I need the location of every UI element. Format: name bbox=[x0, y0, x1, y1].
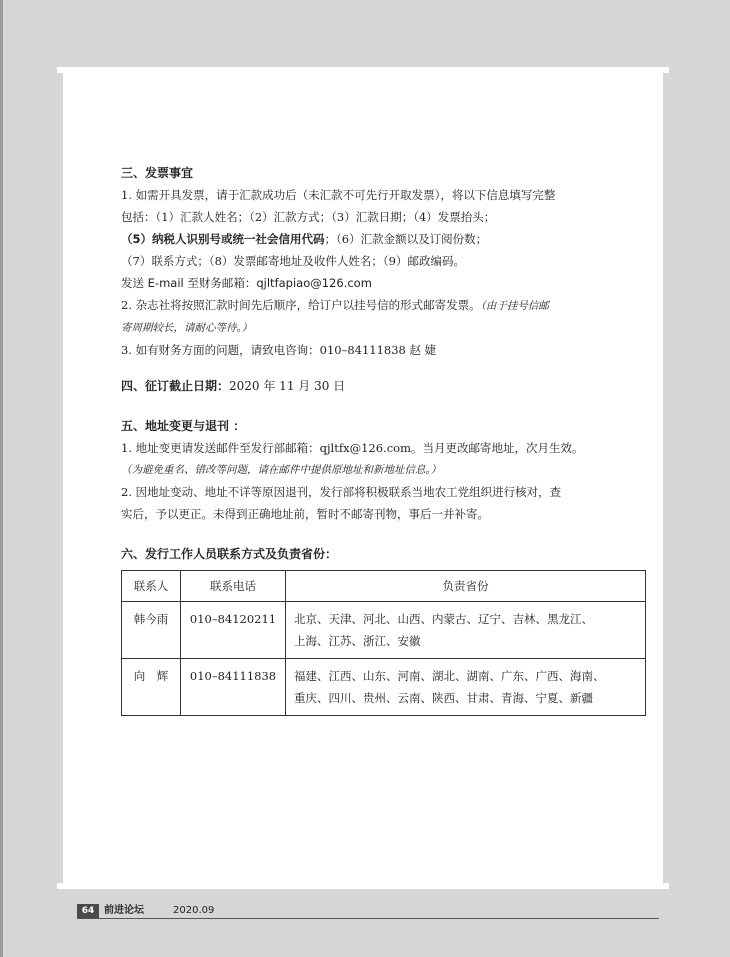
invoice-line-1: 1. 如需开具发票，请于汇款成功后（未汇款不可先行开取发票），将以下信息填写完整 bbox=[121, 188, 556, 202]
page-corner-mark bbox=[663, 883, 669, 889]
page-number: 64 bbox=[77, 904, 99, 918]
page-edge-shadow bbox=[0, 0, 3, 957]
section-contacts-title: 六、发行工作人员联系方式及负责省份： bbox=[121, 547, 338, 561]
section-deadline bbox=[121, 375, 651, 397]
provinces-line: 上海、江苏、浙江、安徽 bbox=[294, 634, 421, 648]
section-deadline-value: 2020 年 11 月 30 日 bbox=[229, 379, 346, 393]
journal-name: 前进论坛 bbox=[104, 905, 144, 916]
address-line-4: 实后，予以更正。未得到正确地址前，暂时不邮寄刊物，事后一并补寄。 bbox=[121, 507, 489, 521]
invoice-tax-id-label: （5）纳税人识别号或统一社会信用代码 bbox=[121, 232, 325, 246]
issue-date: 2020.09 bbox=[173, 905, 215, 916]
section-address-title: 五、地址变更与退刊 ： bbox=[121, 419, 246, 433]
address-line-3: 2. 因地址变动、地址不详等原因退刊，发行部将积极联系当地农工党组织进行核对，查 bbox=[121, 485, 562, 499]
invoice-line-2: 包括：（1）汇款人姓名；（2）汇款方式；（3）汇款日期；（4）发票抬头； bbox=[121, 210, 496, 224]
table-header-cell: 负责省份 bbox=[286, 571, 646, 602]
document-page bbox=[63, 67, 663, 889]
invoice-line-6-note: （由于挂号信邮 bbox=[480, 300, 549, 312]
contact-phone: 010–84120211 bbox=[181, 602, 286, 659]
invoice-line-6 bbox=[121, 294, 651, 317]
contact-phone: 010–84111838 bbox=[181, 659, 286, 716]
page-content bbox=[121, 162, 651, 716]
footer-rule bbox=[77, 918, 659, 919]
table-header-cell: 联系电话 bbox=[181, 571, 286, 602]
table-header-row bbox=[122, 571, 646, 602]
contact-provinces bbox=[286, 659, 646, 716]
table-row bbox=[122, 602, 646, 659]
invoice-email-line: 发送 E-mail 至财务邮箱：qjltfapiao@126.com bbox=[121, 276, 372, 290]
provinces-line: 福建、江西、山东、河南、湖北、湖南、广东、广西、海南、 bbox=[294, 669, 605, 683]
page-corner-mark bbox=[57, 67, 63, 73]
address-line-2-note: （为避免重名、错改等问题，请在邮件中提供原地址和新地址信息。） bbox=[121, 464, 442, 476]
provinces-line: 北京、天津、河北、山西、内蒙古、辽宁、吉林、黑龙江、 bbox=[294, 612, 593, 626]
table-row bbox=[122, 659, 646, 716]
section-deadline-title: 四、征订截止日期： bbox=[121, 379, 230, 393]
contact-name: 向 辉 bbox=[122, 659, 181, 716]
page-corner-mark bbox=[663, 67, 669, 73]
contact-name: 韩今雨 bbox=[122, 602, 181, 659]
provinces-line: 重庆、四川、贵州、云南、陕西、甘肃、青海、宁夏、新疆 bbox=[294, 691, 593, 705]
invoice-line-7-note: 寄周期较长，请耐心等待。） bbox=[121, 322, 253, 334]
section-invoice-title: 三、发票事宜 bbox=[121, 166, 194, 180]
invoice-line-3 bbox=[121, 228, 651, 250]
invoice-line-4: （7）联系方式；（8）发票邮寄地址及收件人姓名；（9）邮政编码。 bbox=[121, 254, 465, 268]
page-corner-mark bbox=[57, 883, 63, 889]
contacts-table bbox=[121, 570, 646, 716]
invoice-line-8: 3. 如有财务方面的问题，请致电咨询：010–84111838 赵 婕 bbox=[121, 343, 437, 357]
invoice-line-3-rest: ；（6）汇款金额以及订阅份数； bbox=[324, 232, 488, 246]
table-header-cell: 联系人 bbox=[122, 571, 181, 602]
invoice-line-6-text: 2. 杂志社将按照汇款时间先后顺序，给订户以挂号信的形式邮寄发票。 bbox=[121, 298, 481, 312]
address-line-1: 1. 地址变更请发送邮件至发行部邮箱：qjltfx@126.com。当月更改邮寄地址，次月生效。 bbox=[121, 441, 584, 455]
contact-provinces bbox=[286, 602, 646, 659]
